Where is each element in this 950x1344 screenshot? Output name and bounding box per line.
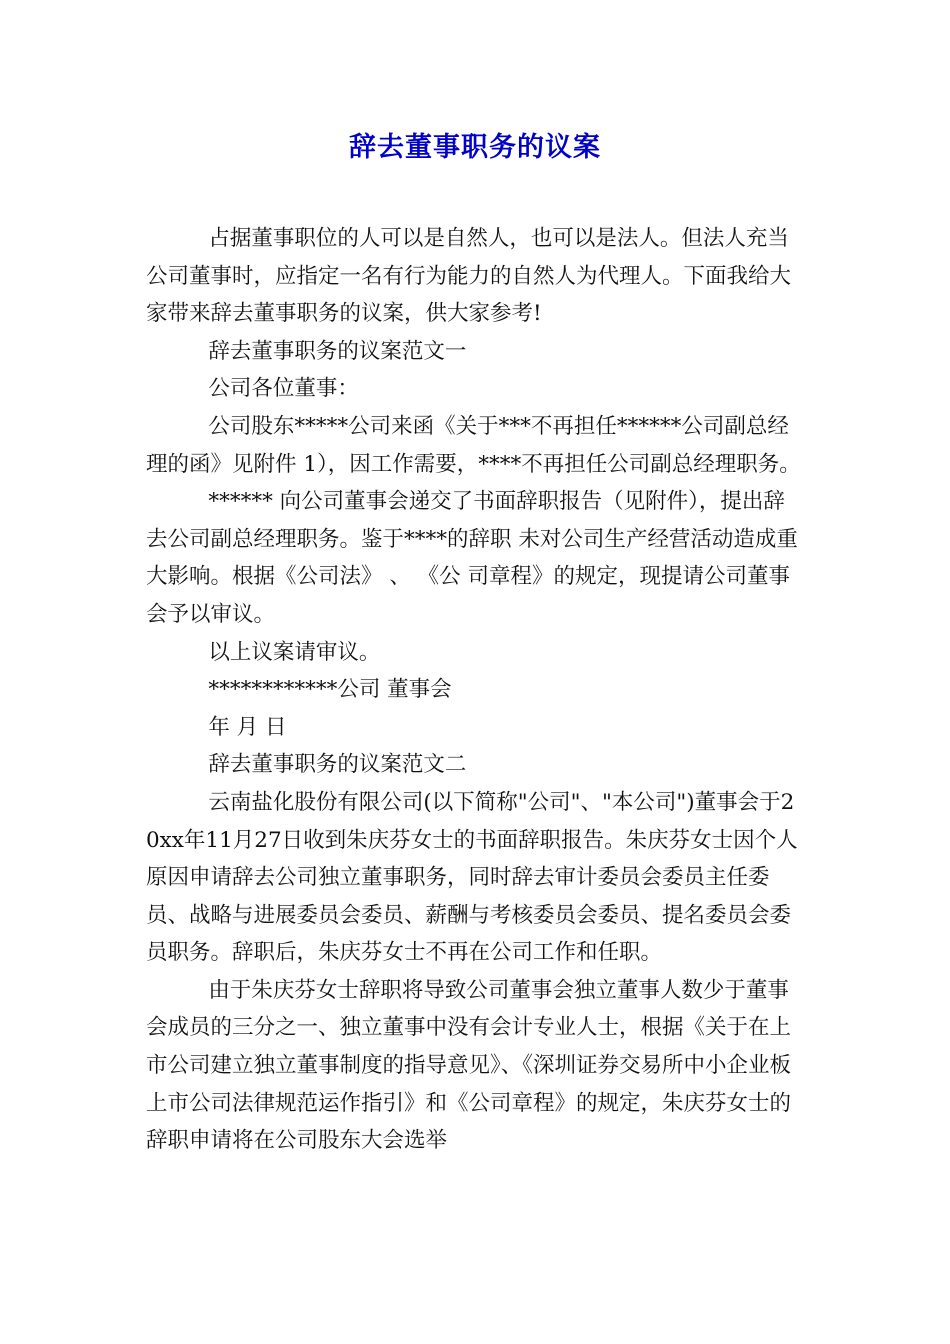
paragraph-request-review: 以上议案请审议。 — [208, 639, 381, 665]
paragraph-heading-sample-1: 辞去董事职务的议案范文一 — [208, 338, 467, 364]
paragraph-date: 年 月 日 — [208, 714, 287, 740]
paragraph-signature-board: ************公司 董事会 — [208, 677, 452, 703]
paragraph-yunnan-announcement: 云南盐化股份有限公司(以下简称"公司"、"本公司")董事会于20xx年11月27日收到朱庆芬女士的书面辞职报告。朱庆芬女士因个人原因申请辞去公司独立董事职务，同时辞去审计委员会委员主任委员、战略与进展委员会委员、薪酬与考核委员会委员、提名委员会委员职务。辞职后，朱庆芬女士不再在公司工作和任职。 — [146, 789, 798, 966]
paragraph-independent-director: 由于朱庆芬女士辞职将导致公司董事会独立董事人数少于董事会成员的三分之一、独立董事中没有会计专业人士，根据《关于在上市公司建立独立董事制度的指导意见》、《深圳证券交易所中小企业板上市公司法律规范运作指引》和《公司章程》的规定，朱庆芬女士的辞职申请将在公司股东大会选举 — [146, 977, 792, 1154]
document-body — [146, 220, 802, 1160]
paragraph-intro: 占据董事职位的人可以是自然人，也可以是法人。但法人充当公司董事时，应指定一名有行为能力的自然人为代理人。下面我给大家带来辞去董事职务的议案，供大家参考! — [146, 226, 792, 327]
paragraph-shareholder-letter: 公司股东*****公司来函《关于***不再担任******公司副总经理的函》见附件 1），因工作需要，****不再担任公司副总经理职务。 — [146, 413, 801, 477]
paragraph-resignation-report: ****** 向公司董事会递交了书面辞职报告（见附件），提出辞去公司副总经理职务。鉴于****的辞职 未对公司生产经营活动造成重大影响。根据《公司法》 、 《公 司章程》的规定，现提请公司董事会予以审议。 — [146, 489, 798, 627]
document-title: 辞去董事职务的议案 — [349, 132, 601, 163]
paragraph-salutation: 公司各位董事： — [208, 376, 359, 402]
paragraph-heading-sample-2: 辞去董事职务的议案范文二 — [208, 752, 467, 778]
